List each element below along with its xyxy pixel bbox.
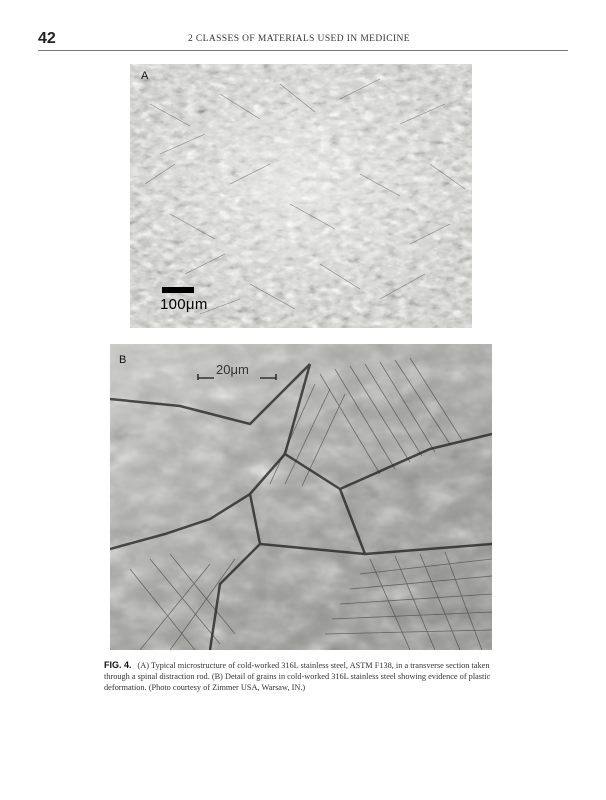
micrograph-panel-a [130,64,472,328]
scale-bar-label-b: 20μm [216,362,249,377]
page-number: 42 [38,30,56,47]
page-header [38,28,568,51]
micrograph-b-texture [110,344,492,650]
caption-text: (A) Typical microstructure of cold-worked 316L stainless steel, ASTM F138, in a transverse section taken through a spinal distraction rod. (B) Detail of grains in cold-worked 316L stainless steel showing evidence of plastic deformation. (Photo courtesy of Zimmer USA, Warsaw, IN.) [104,661,491,692]
figure-number: FIG. 4. [104,660,132,670]
running-head: 2 CLASSES OF MATERIALS USED IN MEDICINE [188,34,410,44]
panel-label-b: B [119,354,127,366]
scale-bar-label-a: 100μm [160,296,208,313]
scale-bar-a [162,287,194,293]
panel-label-a: A [141,70,149,82]
figure-caption [104,660,504,693]
micrograph-panel-b [110,344,492,650]
